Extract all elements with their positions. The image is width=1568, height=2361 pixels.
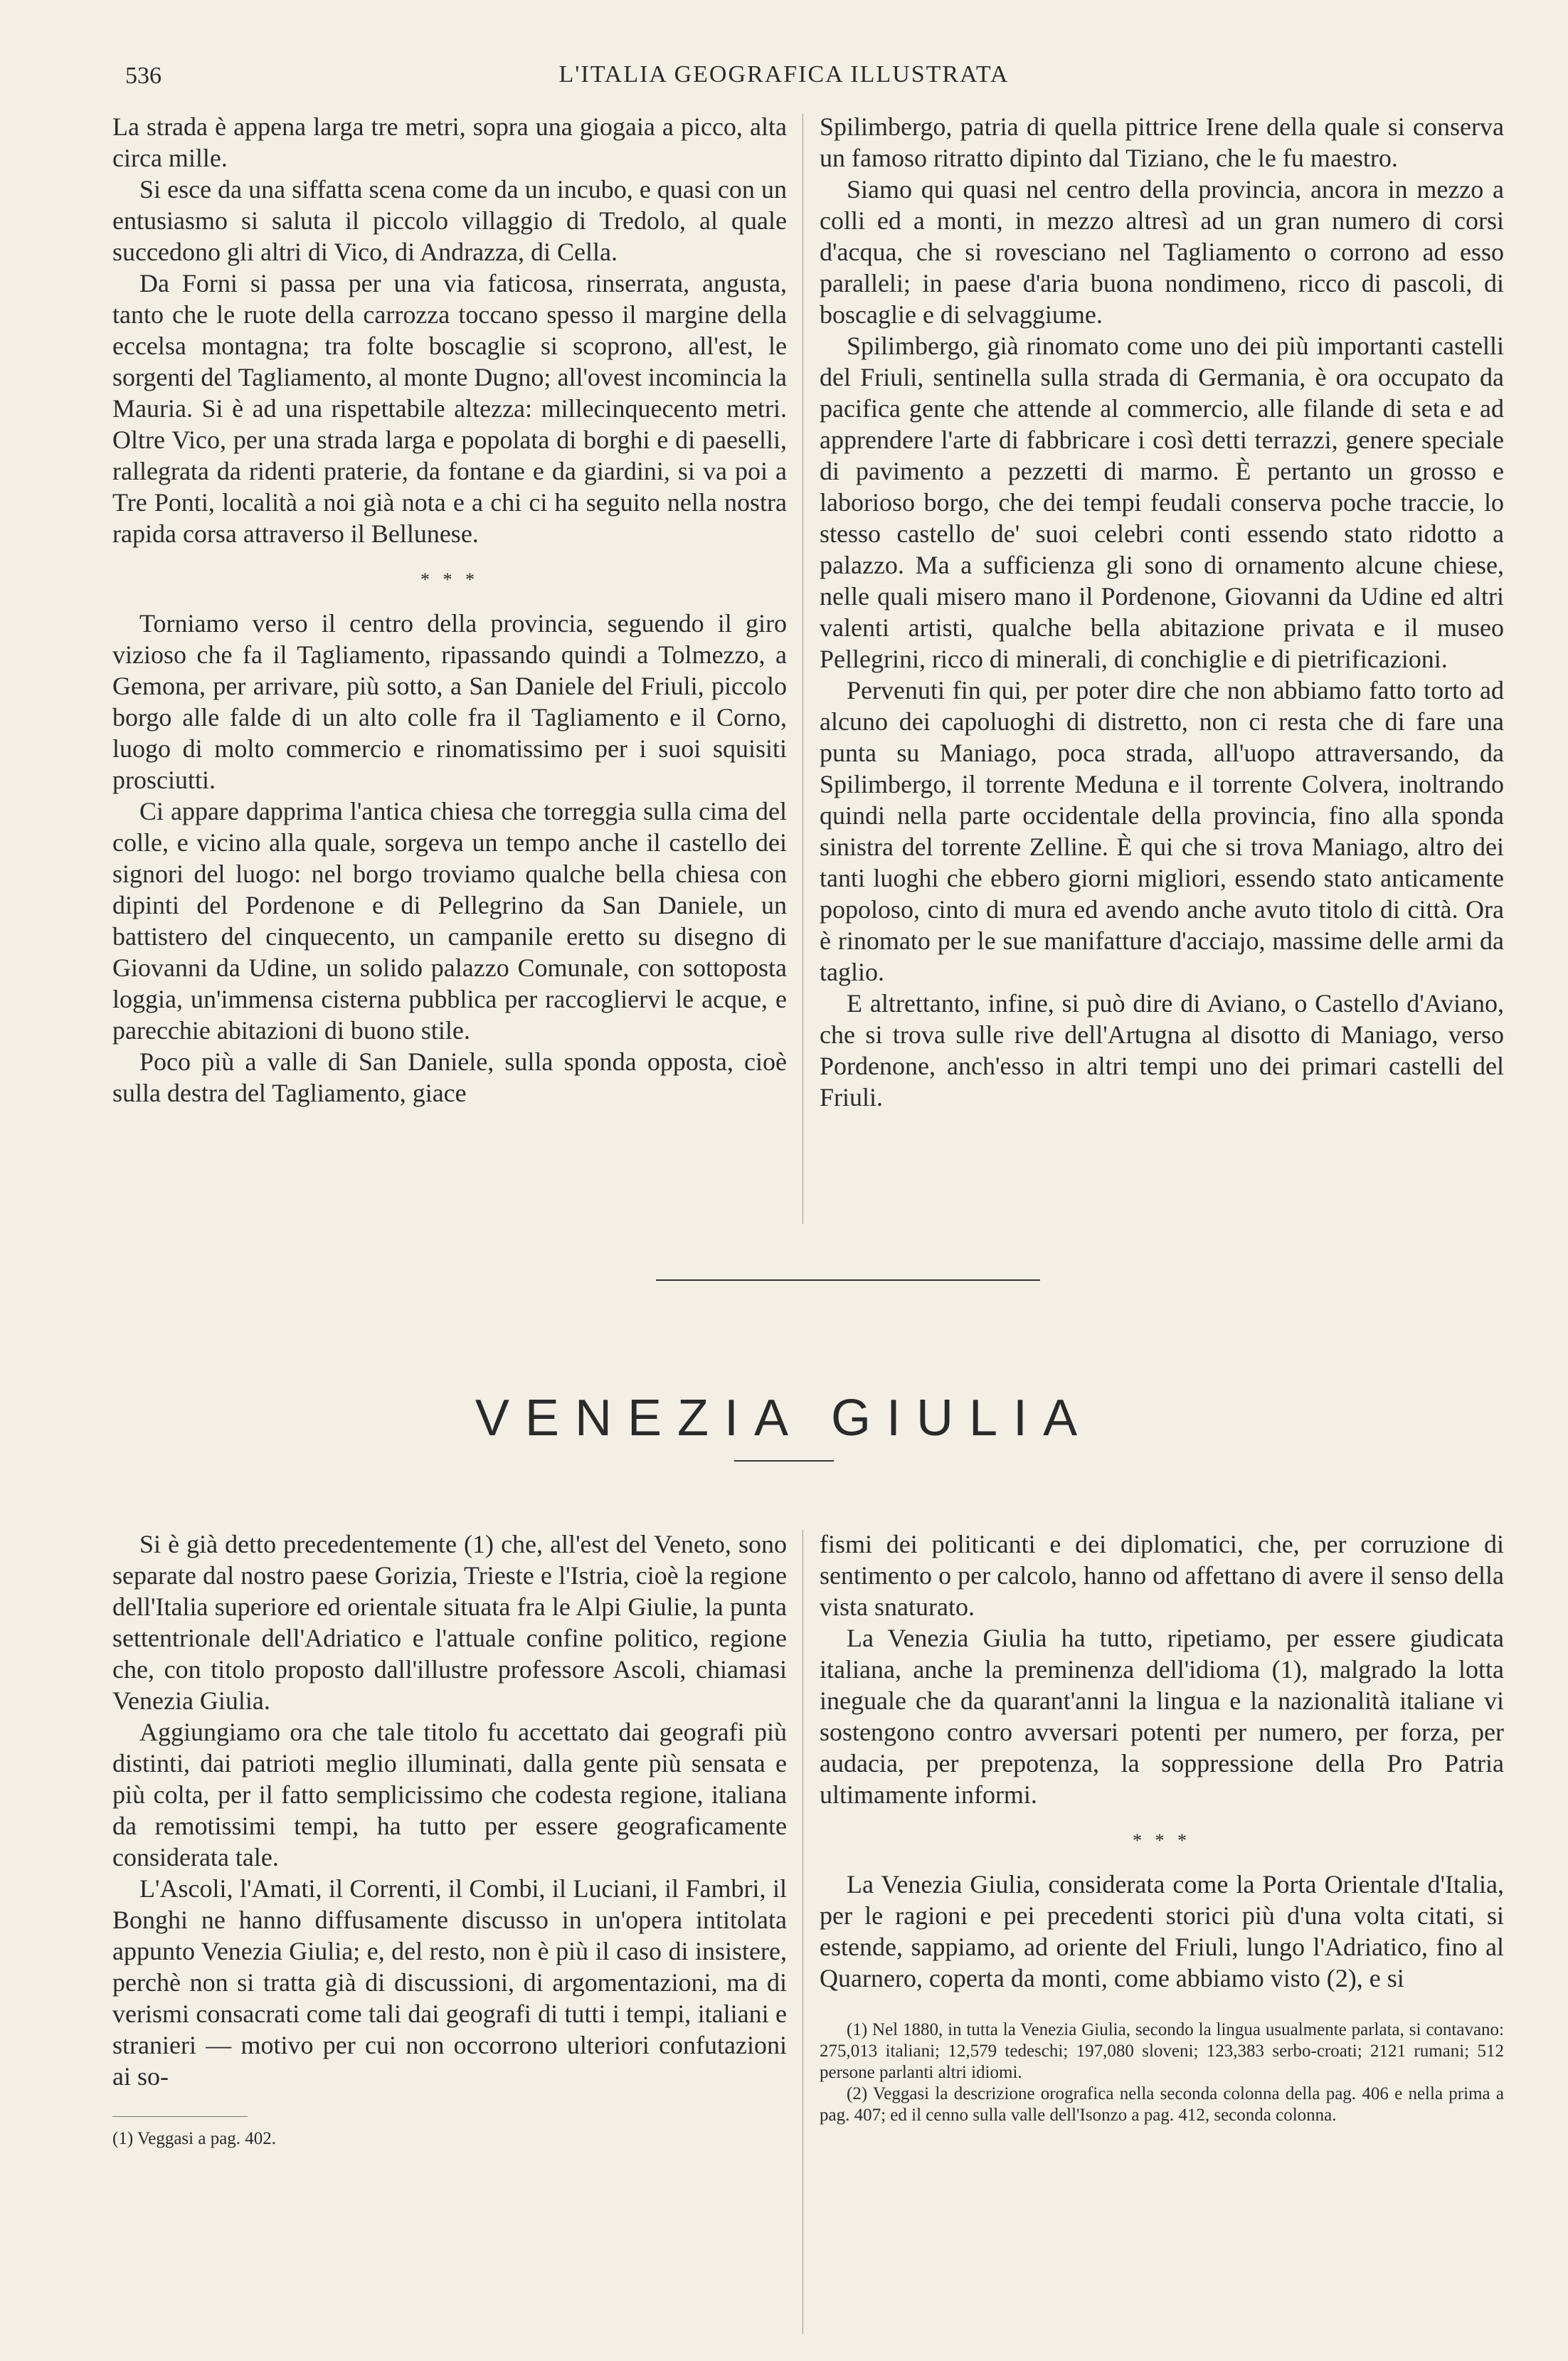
paragraph: Si esce da una siffatta scena come da un incubo, e quasi con un entusiasmo si saluta il piccolo villaggio di Tredolo, al quale succedono gli altri di Vico, di Andrazza, di Cella. bbox=[112, 175, 787, 266]
bottom-right-column bbox=[820, 1528, 1504, 2126]
paragraph: Ci appare dapprima l'antica chiesa che torreggia sulla cima del colle, e vicino alla quale, sorgeva un tempo anche il castello dei signori del luogo: nel borgo troviamo qualche bella chiesa con dipinti del Pordenone e di Pellegrino da San Daniele, un battistero del cinquecento, un campanile eretto su disegno di Giovanni da Udine, un solido palazzo Comunale, con sottoposta loggia, un'immensa cisterna pubblica per raccogliervi le acque, e parecchie abitazioni di buono stile. bbox=[112, 797, 787, 1045]
paragraph: Spilimbergo, patria di quella pittrice Irene della quale si conserva un famoso ritratto dipinto dal Tiziano, che le fu maestro. bbox=[820, 112, 1504, 172]
section-title: VENEZIA GIULIA bbox=[475, 1390, 1093, 1447]
running-head: L'ITALIA GEOGRAFICA ILLUSTRATA bbox=[558, 61, 1010, 88]
column-divider-top bbox=[802, 114, 803, 1224]
column-divider-bottom bbox=[802, 1530, 803, 2334]
section-rule-top bbox=[656, 1279, 1040, 1281]
paragraph: Da Forni si passa per una via faticosa, rinserrata, angusta, tanto che le ruote della carrozza toccano spesso il margine della eccelsa montagna; tra folte boscaglie si scoprono, all'est, le sorgenti del Tagliamento, al monte Dugno; all'ovest incomincia la Mauria. Si è ad una rispettabile altezza: millecinquecento metri. Oltre Vico, per una strada larga e popolata di borghi e di paeselli, rallegrata da ridenti praterie, da fontane e da giardini, si va poi a Tre Ponti, località a noi già nota e a chi ci ha seguito nella nostra rapida corsa attraverso il Bellunese. bbox=[112, 269, 787, 548]
paragraph: La Venezia Giulia ha tutto, ripetiamo, per essere giudicata italiana, anche la preminenza dell'idioma (1), malgrado la lotta ineguale che da quarant'anni la lingua e la nazionalità italiane vi sostengono contro avversari potenti per numero, per forza, per audacia, per prepotenza, la soppressione della Pro Patria ultimamente informi. bbox=[820, 1624, 1504, 1809]
paragraph: Si è già detto precedentemente (1) che, all'est del Veneto, sono separate dal nostro paese Gorizia, Trieste e l'Istria, cioè la regione dell'Italia superiore ed orientale situata fra le Alpi Giulie, la punta settentrionale dell'Adriatico e l'attuale confine politico, regione che, con titolo proposto dall'illustre professore Ascoli, chiamasi Venezia Giulia. bbox=[112, 1530, 787, 1715]
top-right-column bbox=[820, 111, 1504, 1113]
asterism: * * * bbox=[420, 569, 479, 590]
footnote: (2) Veggasi la descrizione orografica nella seconda colonna della pag. 406 e nella prima a pag. 407; ed il cenno sulla valle dell'Isonzo a pag. 412, seconda colonna. bbox=[820, 2084, 1504, 2125]
paragraph: Siamo qui quasi nel centro della provincia, ancora in mezzo a colli ed a monti, in mezzo altresì ad un gran numero di corsi d'acqua, che si rovesciano nel Tagliamento o corrono ad esso paralleli; in paese d'aria buona nondimeno, ricco di pascoli, di boscaglie e di selvaggiume. bbox=[820, 175, 1504, 329]
asterism: * * * bbox=[1133, 1830, 1191, 1851]
section-rule-bottom bbox=[734, 1460, 834, 1462]
footnote: (1) Veggasi a pag. 402. bbox=[112, 2129, 277, 2148]
paragraph: La strada è appena larga tre metri, sopra una giogaia a picco, alta circa mille. bbox=[112, 112, 787, 172]
page-number: 536 bbox=[125, 63, 161, 89]
paragraph: L'Ascoli, l'Amati, il Correnti, il Combi, il Luciani, il Fambri, il Bonghi ne hanno diffusamente discusso in un'opera intitolata appunto Venezia Giulia; e, del resto, non è più il caso di insistere, perchè non si tratta già di discussioni, di argomentazioni, ma di verismi consacrati come tali dai geografi di tutti i tempi, italiani e stranieri — motivo per cui non occorrono ulteriori confutazioni ai so- bbox=[112, 1874, 787, 2091]
paragraph: Torniamo verso il centro della provincia, seguendo il giro vizioso che fa il Tagliamento, ripassando quindi a Tolmezzo, a Gemona, per arrivare, più sotto, a San Daniele del Friuli, piccolo borgo alle falde di un alto colle fra il Tagliamento e il Corno, luogo di molto commercio e rinomatissimo per i suoi squisiti prosciutti. bbox=[112, 609, 787, 794]
footnote-rule bbox=[112, 2116, 248, 2117]
paragraph: Poco più a valle di San Daniele, sulla sponda opposta, cioè sulla destra del Tagliamento, giace bbox=[112, 1047, 787, 1107]
footnotes bbox=[820, 2019, 1504, 2126]
footnote: (1) Nel 1880, in tutta la Venezia Giulia, secondo la lingua usualmente parlata, si contavano: 275,013 italiani; 12,579 tedeschi; 197,080 sloveni; 123,383 serbo-croati; 2121 rumani; 512 persone parlanti altri idiomi. bbox=[820, 2020, 1504, 2082]
paragraph: Aggiungiamo ora che tale titolo fu accettato dai geografi più distinti, dai patrioti meglio illuminati, dalla gente più sensata e più colta, per il fatto semplicissimo che codesta regione, italiana da remotissimi tempi, ha tutto per essere geograficamente considerata tale. bbox=[112, 1718, 787, 1871]
paragraph: fismi dei politicanti e dei diplomatici, che, per corruzione di sentimento o per calcolo, hanno od affettano di avere il senso della vista snaturato. bbox=[820, 1530, 1504, 1621]
bottom-left-column bbox=[112, 1528, 787, 2150]
top-left-column bbox=[112, 111, 787, 1109]
paragraph: Spilimbergo, già rinomato come uno dei più importanti castelli del Friuli, sentinella sulla strada di Germania, è ora occupato da pacifica gente che attende al commercio, alle filande di seta e ad apprendere l'arte di fabbricare i così detti terrazzi, genere speciale di pavimento a pezzetti di marmo. È pertanto un grosso e laborioso borgo, che dei tempi feudali conserva poche traccie, lo stesso castello de' suoi celebri conti essendo stato ridotto a palazzo. Ma a sufficienza gli sono di ornamento alcune chiese, nelle quali misero mano il Pordenone, Giovanni da Udine ed altri valenti artisti, qualche bella abitazione privata e il museo Pellegrini, ricco di minerali, di conchiglie e di pietrificazioni. bbox=[820, 332, 1504, 673]
paragraph: Pervenuti fin qui, per poter dire che non abbiamo fatto torto ad alcuno dei capoluoghi di distretto, non ci resta che di fare una punta su Maniago, poca strada, all'uopo attraversando, da Spilimbergo, il torrente Meduna e il torrente Colvera, inoltrando quindi nella parte occidentale della provincia, fino alla sponda sinistra del torrente Zelline. È qui che si trova Maniago, altro dei tanti luoghi che ebbero giorni migliori, essendo stato anticamente popoloso, cinto di mura ed avendo anche avuto titolo di città. Ora è rinomato per le sue manifatture d'acciajo, massime delle armi da taglio. bbox=[820, 676, 1504, 986]
paragraph: E altrettanto, infine, si può dire di Aviano, o Castello d'Aviano, che si trova sulle rive dell'Artugna al disotto di Maniago, verso Pordenone, anch'esso in altri tempi uno dei primari castelli del Friuli. bbox=[820, 989, 1504, 1111]
paragraph: La Venezia Giulia, considerata come la Porta Orientale d'Italia, per le ragioni e pei precedenti storici più d'una volta citati, si estende, sappiamo, ad oriente del Friuli, lungo l'Adriatico, fino al Quarnero, coperta da monti, come abbiamo visto (2), e si bbox=[820, 1870, 1504, 1992]
